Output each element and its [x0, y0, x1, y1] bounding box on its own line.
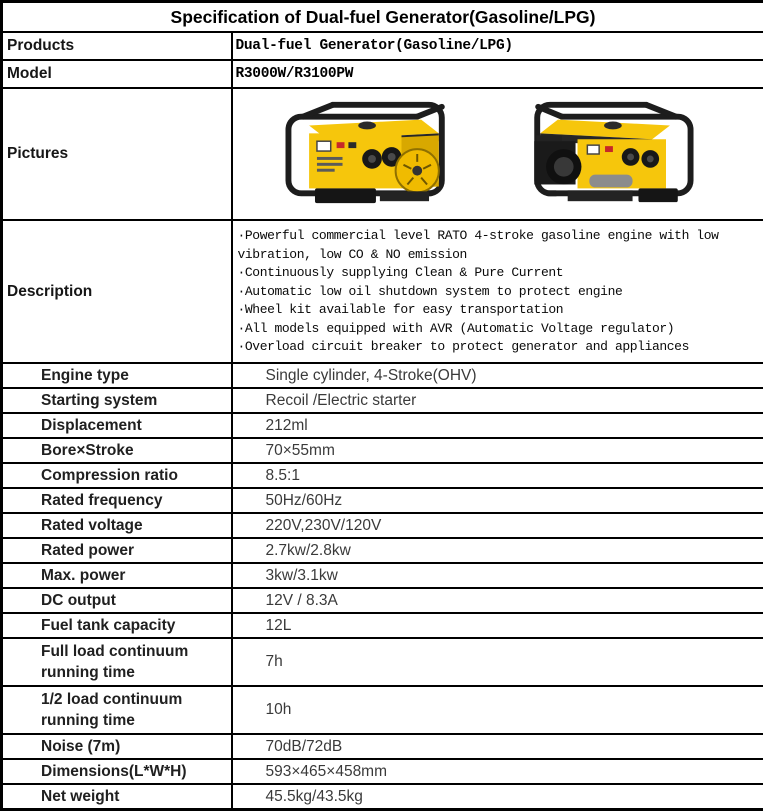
generator-rear-image: [506, 96, 709, 212]
spec-label: Net weight: [2, 784, 232, 810]
spec-row-fuel-tank-capacity: [2, 613, 763, 638]
spec-label: Compression ratio: [2, 463, 232, 488]
spec-row-max-power: [2, 563, 763, 588]
spec-label: Fuel tank capacity: [2, 613, 232, 638]
spec-value: 10h: [232, 686, 763, 734]
spec-label: Dimensions(L*W*H): [2, 759, 232, 784]
spec-value: 212ml: [232, 413, 763, 438]
description-bullet: ·Powerful commercial level RATO 4-stroke gasoline engine with low vibration, low CO & NO emission: [238, 227, 762, 264]
spec-value: 70dB/72dB: [232, 734, 763, 759]
spec-label: Engine type: [2, 363, 232, 388]
spec-value: 70×55mm: [232, 438, 763, 463]
spec-row-displacement: [2, 413, 763, 438]
spec-row-net-weight: [2, 784, 763, 810]
spec-value: 2.7kw/2.8kw: [232, 538, 763, 563]
spec-row-half-load-running-time: [2, 686, 763, 734]
spec-value: Single cylinder, 4-Stroke(OHV): [232, 363, 763, 388]
spec-label: DC output: [2, 588, 232, 613]
spec-label: Starting system: [2, 388, 232, 413]
spec-value: 8.5:1: [232, 463, 763, 488]
spec-row-bore-stroke: [2, 438, 763, 463]
spec-label: Rated frequency: [2, 488, 232, 513]
spec-row-full-load-running-time: [2, 638, 763, 686]
spec-label: Full load continuum running time: [2, 638, 232, 686]
spec-row-dc-output: [2, 588, 763, 613]
spec-label: 1/2 load continuum running time: [2, 686, 232, 734]
page-title: Specification of Dual-fuel Generator(Gasoline/LPG): [2, 2, 763, 33]
model-row: [2, 60, 763, 88]
description-text: [233, 221, 763, 359]
spec-row-starting-system: [2, 388, 763, 413]
description-row: [2, 220, 763, 363]
spec-label: Rated voltage: [2, 513, 232, 538]
spec-label: Rated power: [2, 538, 232, 563]
spec-label: Bore×Stroke: [2, 438, 232, 463]
spec-label: Noise (7m): [2, 734, 232, 759]
description-bullet: ·Wheel kit available for easy transportation: [238, 301, 762, 320]
title-row: [2, 2, 763, 33]
products-label: Products: [2, 32, 232, 60]
spec-value: 3kw/3.1kw: [232, 563, 763, 588]
spec-row-rated-power: [2, 538, 763, 563]
spec-row-compression-ratio: [2, 463, 763, 488]
pictures-container: [233, 96, 763, 212]
spec-value: Recoil /Electric starter: [232, 388, 763, 413]
spec-row-noise: [2, 734, 763, 759]
description-label: Description: [2, 220, 232, 363]
spec-value: 7h: [232, 638, 763, 686]
description-bullet: ·Overload circuit breaker to protect generator and appliances: [238, 338, 762, 357]
pictures-row: [2, 88, 763, 220]
pictures-label: Pictures: [2, 88, 232, 220]
spec-value: 593×465×458mm: [232, 759, 763, 784]
spec-row-dimensions: [2, 759, 763, 784]
spec-row-engine-type: [2, 363, 763, 388]
spec-value: 50Hz/60Hz: [232, 488, 763, 513]
description-bullet: ·Automatic low oil shutdown system to protect engine: [238, 283, 762, 302]
products-row: [2, 32, 763, 60]
model-value: R3000W/R3100PW: [232, 60, 763, 88]
spec-label: Max. power: [2, 563, 232, 588]
spec-value: 45.5kg/43.5kg: [232, 784, 763, 810]
products-value: Dual-fuel Generator(Gasoline/LPG): [232, 32, 763, 60]
model-label: Model: [2, 60, 232, 88]
spec-label: Displacement: [2, 413, 232, 438]
spec-value: 220V,230V/120V: [232, 513, 763, 538]
spec-value: 12V / 8.3A: [232, 588, 763, 613]
generator-front-image: [271, 96, 474, 212]
description-bullet: ·All models equipped with AVR (Automatic Voltage regulator): [238, 320, 762, 339]
spec-row-rated-frequency: [2, 488, 763, 513]
description-bullet: ·Continuously supplying Clean & Pure Current: [238, 264, 762, 283]
spec-value: 12L: [232, 613, 763, 638]
spec-row-rated-voltage: [2, 513, 763, 538]
